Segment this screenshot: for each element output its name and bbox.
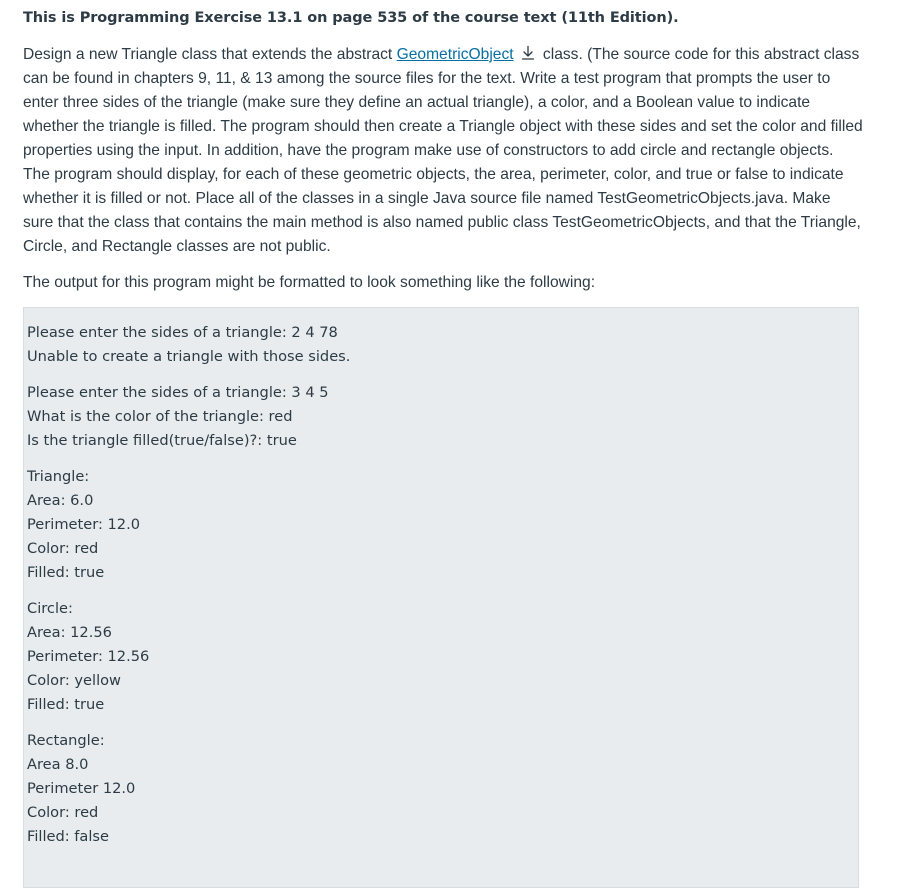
triangle-output-block [27,465,847,585]
output-intro-text: The output for this program might be formatted to look something like the following: [23,274,596,291]
description-text-before-link: Design a new Triangle class that extends the abstract [23,46,397,63]
output-line: Unable to create a triangle with those sides. [27,348,351,365]
geometricobject-file-link[interactable]: GeometricObject [396,46,514,63]
output-line: Triangle: [27,468,90,485]
output-line: Circle: [27,600,73,617]
output-line: Area: 12.56 [27,624,112,641]
output-line: Color: yellow [27,672,121,689]
invalid-run-block [27,321,847,369]
output-line: Is the triangle filled(true/false)?: true [27,432,297,449]
assignment-description [23,43,863,259]
rectangle-output-block [27,729,847,849]
output-line: Color: red [27,540,99,557]
output-line: Color: red [27,804,99,821]
output-line: Rectangle: [27,732,105,749]
output-line: Filled: true [27,696,105,713]
valid-run-block [27,381,847,453]
output-line: Please enter the sides of a triangle: 2 4 78 [27,324,338,341]
output-line: Perimeter: 12.0 [27,516,141,533]
output-line: Area: 6.0 [27,492,94,509]
download-icon[interactable] [520,45,536,61]
output-line: Filled: false [27,828,110,845]
output-line: Filled: true [27,564,105,581]
output-line: Area 8.0 [27,756,89,773]
output-line: Perimeter: 12.56 [27,648,150,665]
output-line: Please enter the sides of a triangle: 3 4 5 [27,384,329,401]
circle-output-block [27,597,847,717]
output-line: What is the color of the triangle: red [27,408,293,425]
exercise-heading: This is Programming Exercise 13.1 on page 535 of the course text (11th Edition). [23,10,679,26]
sample-output-box [23,307,859,888]
description-text-after-link: class. (The source code for this abstract class can be found in chapters 9, 11, & 13 among the source files for the text. Write a test program that prompts the user to enter three sides of the triangle (make sure they define an actual triangle), a color, and a Boolean value to indicate whether the triangle is filled. The program should then create a Triangle object with these sides and set the color and filled properties using the input. In addition, have the program make use of constructors to add circle and rectangle objects. The program should display, for each of these geometric objects, the area, perimeter, color, and true or false to indicate whether it is filled or not. Place all of the classes in a single Java source file named TestGeometricObjects.java. Make sure that the class that contains the main method is also named public class TestGeometricObjects, and that the Triangle, Circle, and Rectangle classes are not public. [23,46,863,255]
output-line: Perimeter 12.0 [27,780,136,797]
